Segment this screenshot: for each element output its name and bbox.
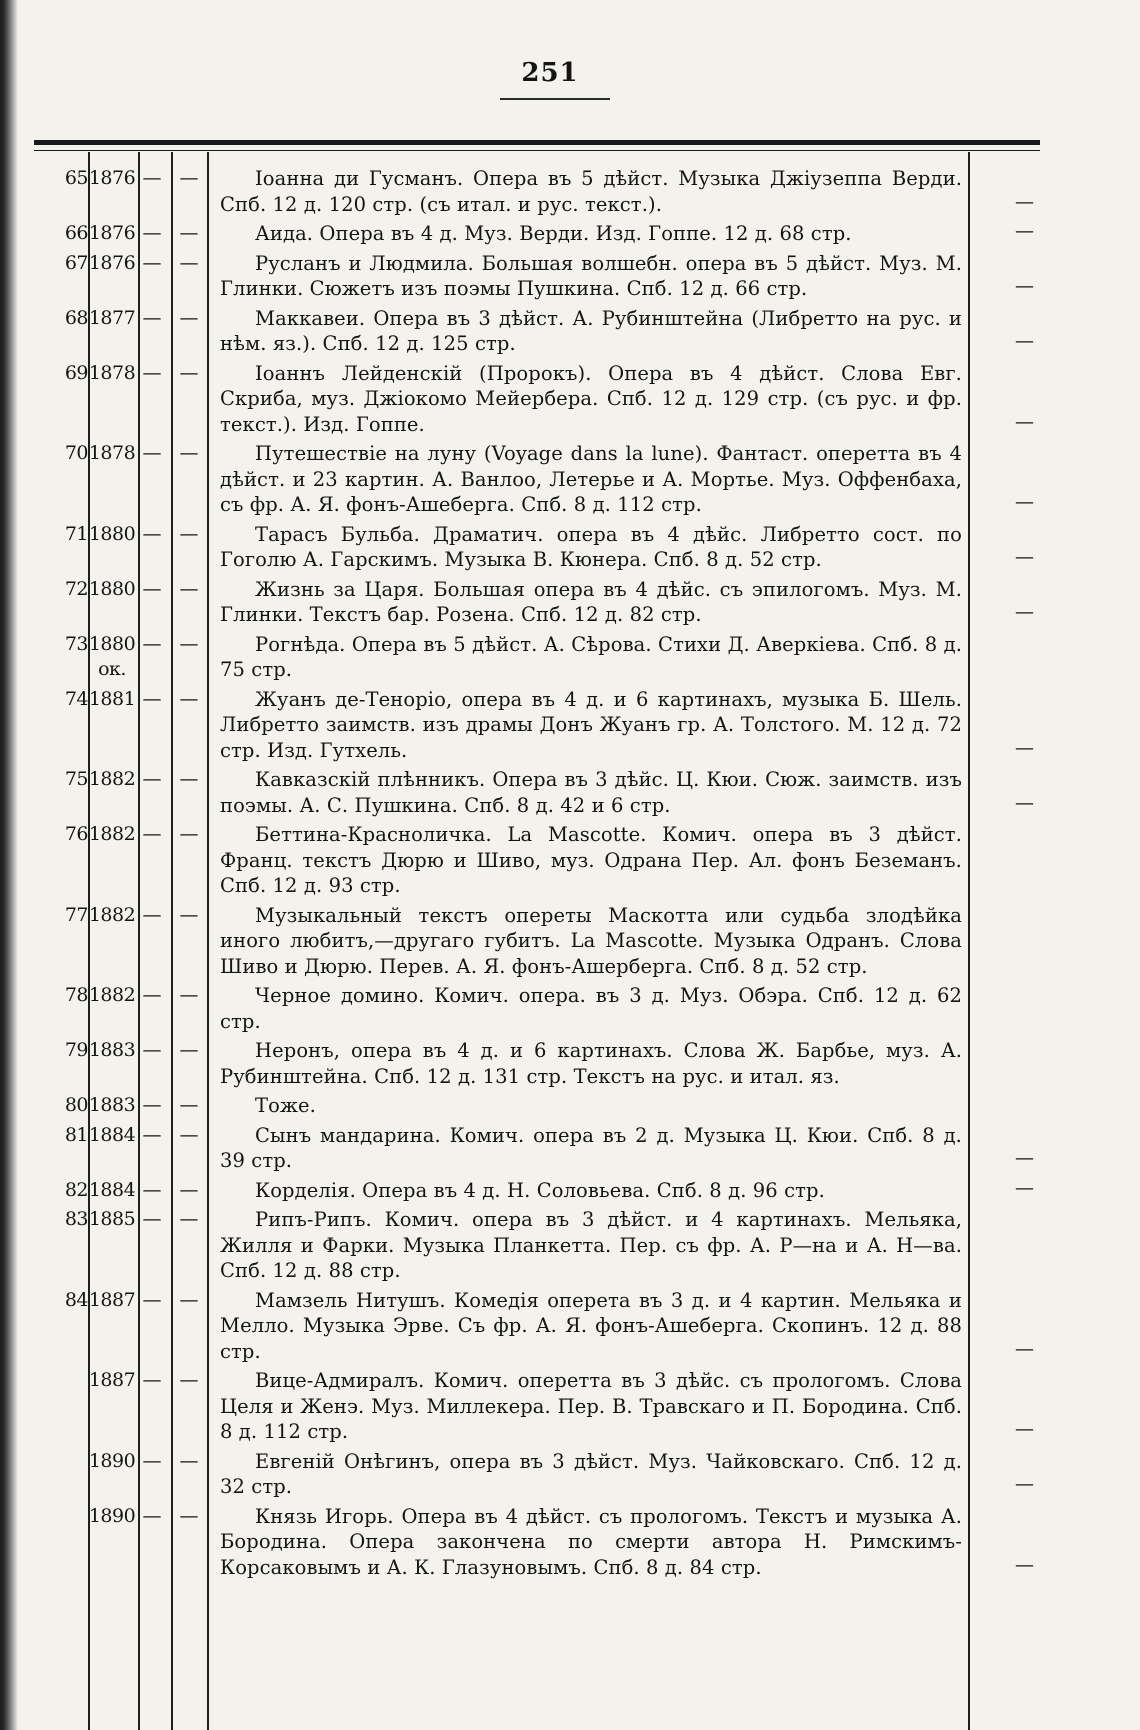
header-rule-thin [34,150,1040,151]
entry-col3-dash: — [142,522,162,545]
entry-right-margin-dash: — [1015,1176,1034,1199]
entry-year [86,306,138,332]
entry-description: Кавказскій плѣнникъ. Опера въ 3 дѣйс. Ц. Кюи. Сюж. заимств. изъ поэмы. А. С. Пушкина. Спб. 8 д. 42 и 6 стр. [220,768,962,817]
entry-year-value: 1882 [88,823,136,845]
entry-number: 69 [64,361,88,384]
catalog-entry [0,632,1140,683]
entry-right-margin-dash: — [1015,491,1034,513]
catalog-entry [0,361,1140,438]
catalog-entry [0,522,1140,573]
entry-year-value: 1885 [88,1208,136,1230]
entry-col4-dash: — [179,251,199,274]
entry-year [86,166,138,192]
entry-col3-dash: — [142,984,162,1006]
entry-description: Вице-Адмиралъ. Комич. оперетта въ 3 дѣйс. съ прологомъ. Слова Целя и Женэ. Муз. Миллекера. Пер. В. Травскаго и П. Бородина. Спб. 8 д. 112 стр. [220,1369,962,1443]
entry-right-margin-dash: — [1015,1553,1034,1576]
entry-col4-dash: — [179,222,199,244]
entry-right-margin-dash: — [1015,791,1034,814]
entry-year [86,1093,138,1119]
entry-year-value: 1887 [88,1369,136,1391]
entry-col4-dash: — [179,823,199,845]
entry-number: 82 [64,1178,88,1201]
catalog-entry [0,903,1140,980]
entry-year [86,1288,138,1314]
entry-description: Беттина-Красноличка. La Mascotte. Комич. опера въ 3 дѣйст. Франц. текстъ Дюрю и Шиво, муз. Одрана Пер. Ал. фонъ Беземанъ. Спб. 12 д. 93 стр. [220,823,962,897]
entry-number: 76 [64,823,88,845]
entry-right-margin-dash: — [1015,1473,1034,1495]
catalog-entry [0,251,1140,302]
entry-col3-dash: — [142,1288,162,1311]
entry-year-value: 1877 [88,306,136,329]
entry-col3-dash: — [142,632,162,655]
entry-year-value: 1887 [88,1288,136,1311]
entry-right-margin-dash: — [1015,275,1034,297]
entry-col4-dash: — [179,577,199,600]
entry-year [86,1123,138,1149]
entry-number: 77 [64,903,88,926]
entry-col4-dash: — [179,1123,199,1146]
entry-description: Рипъ-Рипъ. Комич. опера въ 3 дѣйст. и 4 картинахъ. Мельяка, Жилля и Фарки. Музыка Планкетта. Пер. съ фр. А. Р—на и А. Н—ва. Спб. 12 д. 88 стр. [220,1208,962,1282]
entry-year [86,361,138,387]
entry-description: Тоже. [255,1094,316,1117]
entry-year-note: ок. [98,658,126,680]
entry-year [86,522,138,548]
entry-year [86,1038,138,1064]
entry-year-value: 1876 [88,167,136,189]
entry-right-margin-dash: — [1015,410,1034,433]
entry-year-value: 1883 [88,1039,136,1061]
entry-col3-dash: — [142,361,162,384]
catalog-entry [0,1093,1140,1119]
entry-year [86,441,138,467]
entry-col4-dash: — [179,1449,199,1472]
entry-col3-dash: — [142,1123,162,1146]
catalog-entry [0,1038,1140,1089]
catalog-entry [0,1449,1140,1500]
catalog-entry [0,441,1140,518]
catalog-entry [0,1504,1140,1581]
entry-number: 65 [64,167,88,189]
entry-col4-dash: — [179,1094,199,1116]
entry-year-value: 1880 [88,632,136,655]
entry-number: 71 [64,522,88,545]
entry-number: 67 [64,251,88,274]
header-rule-thick [34,140,1040,145]
entry-col3-dash: — [142,903,162,926]
catalog-entry [0,1123,1140,1174]
entry-col4-dash: — [179,632,199,655]
catalog-entry [0,306,1140,357]
catalog-entry [0,822,1140,899]
entry-year-value: 1876 [88,251,136,274]
entry-year [86,632,138,683]
entry-year-value: 1882 [88,984,136,1006]
entry-year-value: 1881 [88,687,136,710]
entry-year-value: 1884 [88,1123,136,1146]
entry-col3-dash: — [142,1449,162,1472]
entry-year [86,903,138,929]
entry-col3-dash: — [142,768,162,790]
entry-number: 80 [64,1094,88,1116]
entry-number: 84 [64,1288,88,1311]
entry-col4-dash: — [179,361,199,384]
catalog-entry [0,1207,1140,1284]
entry-year-value: 1880 [88,577,136,600]
entry-col4-dash: — [179,768,199,790]
entry-year [86,983,138,1009]
entry-col3-dash: — [142,1094,162,1116]
entry-col3-dash: — [142,251,162,274]
entry-year-value: 1876 [88,222,136,244]
entry-description: Путешествіе на луну (Voyage dans la lune). Фантаст. оперетта въ 4 дѣйст. и 23 картин. А. Ванлоо, Летерье и А. Мортье. Муз. Оффенбаха, съ фр. А. Я. фонъ-Ашеберга. Спб. 8 д. 112 стр. [220,442,962,516]
entry-description: Князь Игорь. Опера въ 4 дѣйст. съ прологомъ. Текстъ и музыка А. Бородина. Опера закончена по смерти автора Н. Римскимъ-Корсаковымъ и А. К. Глазуновымъ. Спб. 8 д. 84 стр. [220,1504,962,1579]
entry-description: Мамзель Нитушъ. Комедія оперета въ 3 д. и 4 картин. Мельяка и Мелло. Музыка Эрве. Съ фр. А. Я. фонъ-Ашеберга. Скопинъ. 12 д. 88 стр. [220,1288,962,1363]
entry-col4-dash: — [179,306,199,329]
entry-right-margin-dash: — [1015,190,1034,213]
entry-col4-dash: — [179,903,199,926]
entry-right-margin-dash: — [1015,601,1034,623]
entry-col3-dash: — [142,222,162,244]
entry-description: Аида. Опера въ 4 д. Муз. Верди. Изд. Гоппе. 12 д. 68 стр. [255,222,852,245]
entry-year-value: 1890 [88,1504,136,1527]
catalog-entry [0,767,1140,818]
entry-description: Неронъ, опера въ 4 д. и 6 картинахъ. Слова Ж. Барбье, муз. А. Рубинштейна. Спб. 12 д. 131 стр. Текстъ на рус. и итал. яз. [220,1039,962,1088]
catalog-table [0,166,1140,1584]
entry-right-margin-dash: — [1015,736,1034,759]
entry-col4-dash: — [179,1504,199,1527]
entry-year [86,767,138,793]
catalog-entry [0,983,1140,1034]
entry-year [86,687,138,713]
entry-col4-dash: — [179,687,199,710]
catalog-entry [0,1288,1140,1365]
entry-year [86,1368,138,1394]
entry-col4-dash: — [179,1208,199,1230]
entry-col4-dash: — [179,1288,199,1311]
entry-description: Русланъ и Людмила. Большая волшебн. опера въ 5 дѣйст. Муз. М. Глинки. Сюжетъ изъ поэмы Пушкина. Спб. 12 д. 66 стр. [220,251,962,300]
entry-number: 75 [64,768,88,790]
entry-year-value: 1884 [88,1178,136,1201]
catalog-entry [0,1178,1140,1204]
entry-col3-dash: — [142,442,162,464]
entry-year-value: 1883 [88,1094,136,1116]
entry-number: 68 [64,306,88,329]
entry-year-value: 1882 [88,768,136,790]
entry-col3-dash: — [142,823,162,845]
entry-year [86,1207,138,1233]
entry-col4-dash: — [179,984,199,1006]
entry-col3-dash: — [142,1504,162,1527]
entry-description: Сынъ мандарина. Комич. опера въ 2 д. Музыка Ц. Кюи. Спб. 8 д. 39 стр. [220,1123,962,1172]
page-number-rule [500,98,610,100]
entry-year-value: 1880 [88,522,136,545]
entry-col3-dash: — [142,1369,162,1391]
entry-year [86,1449,138,1475]
entry-right-margin-dash: — [1015,1418,1034,1440]
entry-col4-dash: — [179,522,199,545]
entry-year [86,251,138,277]
entry-year [86,822,138,848]
entry-col3-dash: — [142,1178,162,1201]
entry-year-value: 1878 [88,442,136,464]
entry-description: Жуанъ де-Тенорiо, опера въ 4 д. и 6 картинахъ, музыка Б. Шель. Либретто заимств. изъ драмы Донъ Жуанъ гр. А. Толстого. М. 12 д. 72 стр. Изд. Гутхель. [220,687,962,762]
entry-number: 74 [64,687,88,710]
entry-col4-dash: — [179,1039,199,1061]
entry-description: Тарасъ Бульба. Драматич. опера въ 4 дѣйс. Либретто сост. по Гоголю А. Гарскимъ. Музыка В. Кюнера. Спб. 8 д. 52 стр. [220,522,962,571]
entry-description: Іоаннъ Лейденскій (Пророкъ). Опера въ 4 дѣйст. Слова Евг. Скриба, муз. Джіокомо Мейербера. Спб. 12 д. 129 стр. (съ рус. и фр. текст.). Изд. Гоппе. [220,361,962,436]
entry-col4-dash: — [179,1369,199,1391]
entry-col3-dash: — [142,687,162,710]
entry-description: Рогнѣда. Опера въ 5 дѣйст. А. Сѣрова. Стихи Д. Аверкіева. Спб. 8 д. 75 стр. [220,632,962,681]
entry-description: Жизнь за Царя. Большая опера въ 4 дѣйс. съ эпилогомъ. Муз. М. Глинки. Текстъ бар. Розена. Спб. 12 д. 82 стр. [220,577,962,626]
entry-col3-dash: — [142,306,162,329]
entry-year [86,577,138,603]
entry-col3-dash: — [142,167,162,189]
entry-right-margin-dash: — [1015,1147,1034,1169]
entry-number: 73 [64,632,88,655]
entry-number: 79 [64,1039,88,1061]
entry-col3-dash: — [142,1039,162,1061]
entry-description: Черное домино. Комич. опера. въ 3 д. Муз. Обэра. Спб. 12 д. 62 стр. [220,984,962,1033]
catalog-entry [0,577,1140,628]
entry-description: Музыкальный текстъ опереты Маскотта или судьба злодѣйка иного любитъ,—другаго губитъ. La Mascotte. Музыка Одранъ. Слова Шиво и Дюрю. Перев. А. Я. фонъ-Ашерберга. Спб. 8 д. 52 стр. [220,903,962,978]
entry-col3-dash: — [142,1208,162,1230]
entry-right-margin-dash: — [1015,1337,1034,1360]
entry-description: Корделія. Опера въ 4 д. Н. Соловьева. Спб. 8 д. 96 стр. [255,1178,825,1202]
entry-description: Маккавеи. Опера въ 3 дѣйст. А. Рубинштейна (Либретто на рус. и нѣм. яз.). Спб. 12 д. 125 стр. [220,306,962,355]
entry-year [86,221,138,247]
entry-col4-dash: — [179,167,199,189]
entry-right-margin-dash: — [1015,546,1034,568]
entry-number: 66 [64,222,88,244]
entry-number: 70 [64,442,88,464]
entry-year-value: 1878 [88,361,136,384]
catalog-entry [0,687,1140,764]
entry-number: 81 [64,1123,88,1146]
entry-year [86,1178,138,1204]
entry-col4-dash: — [179,442,199,464]
entry-right-margin-dash: — [1015,330,1034,352]
entry-year [86,1504,138,1530]
entry-number: 72 [64,577,88,600]
entry-col3-dash: — [142,577,162,600]
entry-year-value: 1890 [88,1449,136,1472]
entry-year-value: 1882 [88,903,136,926]
catalog-entry [0,1368,1140,1445]
page-number: 251 [521,58,579,88]
entry-description: Евгеній Онѣгинъ, опера въ 3 дѣйст. Муз. Чайковскаго. Спб. 12 д. 32 стр. [220,1449,962,1498]
entry-col4-dash: — [179,1178,199,1201]
entry-number: 78 [64,984,88,1006]
entry-number: 83 [64,1208,88,1230]
entry-description: Іоанна ди Гусманъ. Опера въ 5 дѣйст. Музыка Джіузеппа Верди. Спб. 12 д. 120 стр. (съ итал. и рус. текст.). [220,167,962,216]
catalog-entry [0,166,1140,217]
catalog-entry [0,221,1140,247]
entry-right-margin-dash: — [1015,220,1034,242]
